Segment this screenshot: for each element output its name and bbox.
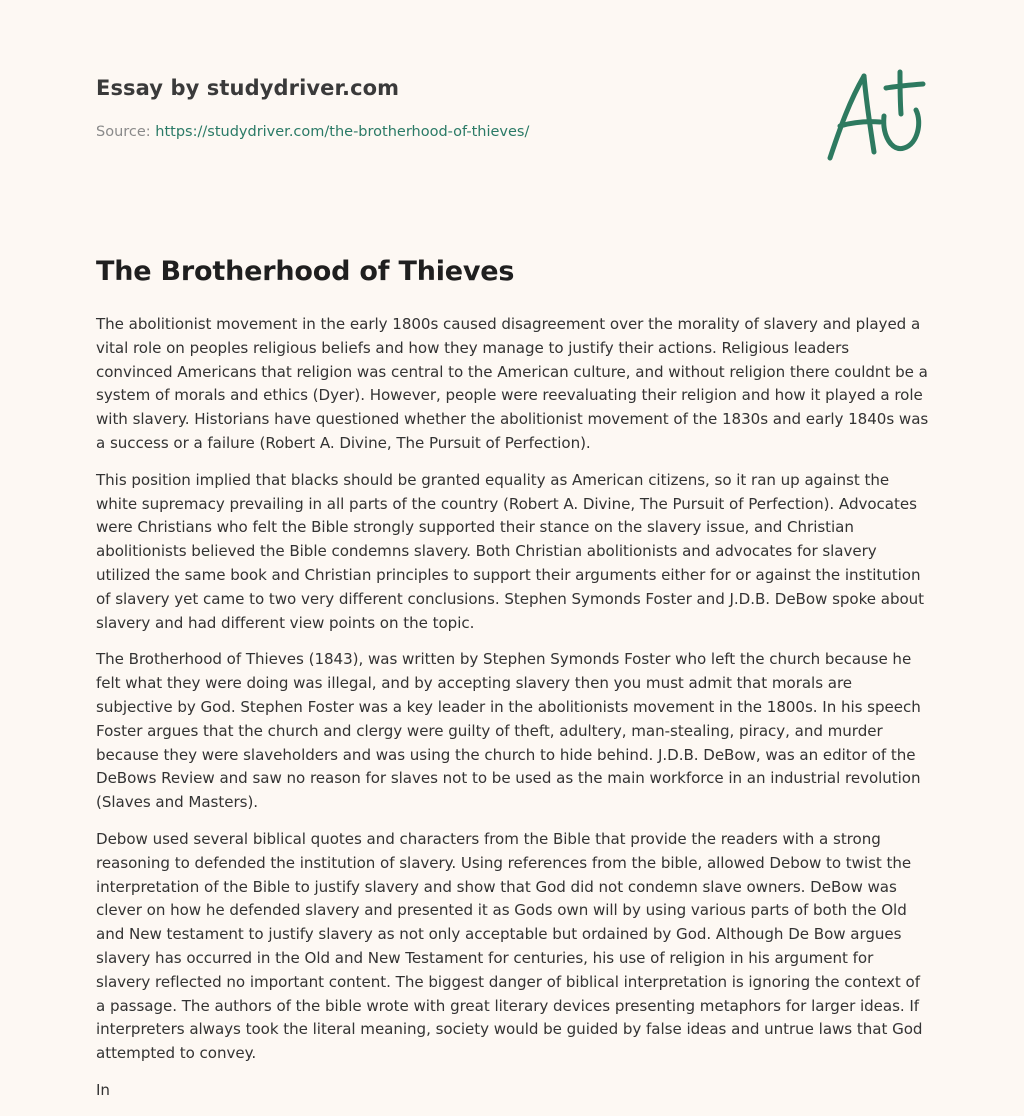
paragraph: The abolitionist movement in the early 1800s caused disagreement over the morality of slavery and played a vital role on peoples religious beliefs and how they manage to justify their actions. Religious leaders convinced Americans that religion was central to the American culture, and without religion there couldnt be a system of morals and ethics (Dyer). However, people were reevaluating their religion and how it played a role with slavery. Historians have questioned whether the abolitionist movement of the 1830s and early 1840s was a success or a failure (Robert A. Divine, The Pursuit of Perfection). [96, 315, 929, 452]
source-label: Source: [96, 124, 156, 140]
paragraph: This position implied that blacks should be granted equality as American citizens, so it ran up against the white supremacy prevailing in all parts of the country (Robert A. Divine, The Pursuit of Perfection). Advocates were Christians who felt the Bible strongly supported their stance on the slavery issue, and Christian abolitionists believed the Bible condemns slavery. Both Christian abolitionists and advocates for slavery utilized the same book and Christian principles to support their arguments either for or against the institution of slavery yet came to two very different conclusions. Stephen Symonds Foster and J.D.B. DeBow spoke about slavery and had different view points on the topic. [96, 470, 925, 632]
essay-body [96, 313, 930, 1116]
paragraph: In [96, 1080, 110, 1099]
essay-title: The Brotherhood of Thieves [96, 256, 515, 287]
paragraph: Debow used several biblical quotes and characters from the Bible that provide the readers with a strong reasoning to defended the institution of slavery. Using references from the bible, allowed Debow to twist the interpretation of the Bible to justify slavery and show that God did not condemn slave owners. DeBow was clever on how he defended slavery and presented it as Gods own will by using various parts of both the Old and New testament to justify slavery as not only acceptable but ordained by God. Although De Bow argues slavery has occurred in the Old and New Testament for centuries, his use of religion in his argument for slavery reflected no important content. The biggest danger of biblical interpretation is ignoring the context of a passage. The authors of the bible wrote with great literary devices presenting metaphors for larger ideas. If interpreters always took the literal meaning, society would be guided by false ideas and untrue laws that God attempted to convey. [96, 829, 923, 1063]
a-plus-logo-icon [820, 66, 930, 166]
paragraph: The Brotherhood of Thieves (1843), was written by Stephen Symonds Foster who left the church because he felt what they were doing was illegal, and by accepting slavery then you must admit that morals are subjective by God. Stephen Foster was a key leader in the abolitionists movement in the 1800s. In his speech Foster argues that the church and clergy were guilty of theft, adultery, man-stealing, piracy, and murder because they were slaveholders and was using the church to hide behind. J.D.B. DeBow, was an editor of the DeBows Review and saw no reason for slaves not to be used as the main workforce in an industrial revolution (Slaves and Masters). [96, 650, 921, 812]
site-title: Essay by studydriver.com [96, 76, 400, 100]
source-link[interactable]: https://studydriver.com/the-brotherhood-of-thieves/ [155, 124, 530, 140]
source-line [96, 124, 529, 140]
